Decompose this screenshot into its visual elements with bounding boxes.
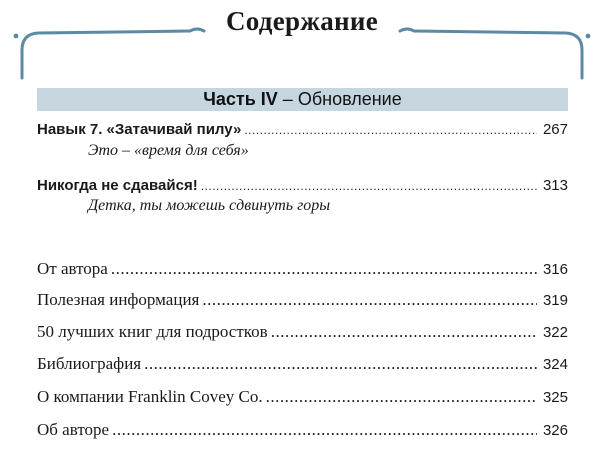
toc-entry-chapter[interactable] xyxy=(37,121,568,138)
toc-entry-title: О компании Franklin Covey Co. xyxy=(37,387,263,406)
part-number: Часть IV xyxy=(203,89,278,109)
toc-entry-title: Об авторе xyxy=(37,420,110,439)
toc-entry-title: Никогда не сдавайся! xyxy=(37,177,198,194)
toc-entry-title: Библиография xyxy=(37,354,142,373)
toc-entry-appendix[interactable] xyxy=(37,387,568,407)
toc-entry-page: 267 xyxy=(542,121,568,138)
toc-entry-page: 316 xyxy=(542,261,568,278)
dot-leader xyxy=(202,290,537,310)
toc-entry-chapter[interactable] xyxy=(37,177,568,194)
dot-leader xyxy=(112,420,537,440)
dot-leader xyxy=(111,259,537,279)
part-dash: – xyxy=(277,89,298,109)
toc-entry-page: 313 xyxy=(542,177,568,194)
toc-entry-title: 50 лучших книг для подростков xyxy=(37,322,268,341)
dot-leader xyxy=(201,179,537,193)
chapter-subtitle: Это – «время для себя» xyxy=(88,142,249,159)
toc-entry-appendix[interactable] xyxy=(37,290,568,310)
dot-leader xyxy=(271,322,537,342)
toc-entry-appendix[interactable] xyxy=(37,322,568,342)
toc-entry-title: Полезная информация xyxy=(37,290,200,309)
dot-leader xyxy=(244,123,537,137)
dot-leader xyxy=(144,354,537,374)
dot-leader xyxy=(266,387,537,407)
toc-entry-page: 319 xyxy=(542,292,568,309)
toc-entry-page: 322 xyxy=(542,324,568,341)
toc-entry-title: Навык 7. «Затачивай пилу» xyxy=(37,121,242,138)
toc-entry-appendix[interactable] xyxy=(37,354,568,374)
toc-entry-page: 326 xyxy=(542,422,568,439)
part-name: Обновление xyxy=(297,89,402,109)
toc-entry-page: 324 xyxy=(542,356,568,373)
page-title: Содержание xyxy=(225,6,379,36)
toc-entry-page: 325 xyxy=(542,389,568,406)
toc-entry-title: От автора xyxy=(37,259,108,278)
toc-entry-appendix[interactable] xyxy=(37,420,568,440)
part-heading xyxy=(37,88,568,111)
toc-entry-appendix[interactable] xyxy=(37,259,568,279)
chapter-subtitle: Детка, ты можешь сдвинуть горы xyxy=(88,197,331,214)
